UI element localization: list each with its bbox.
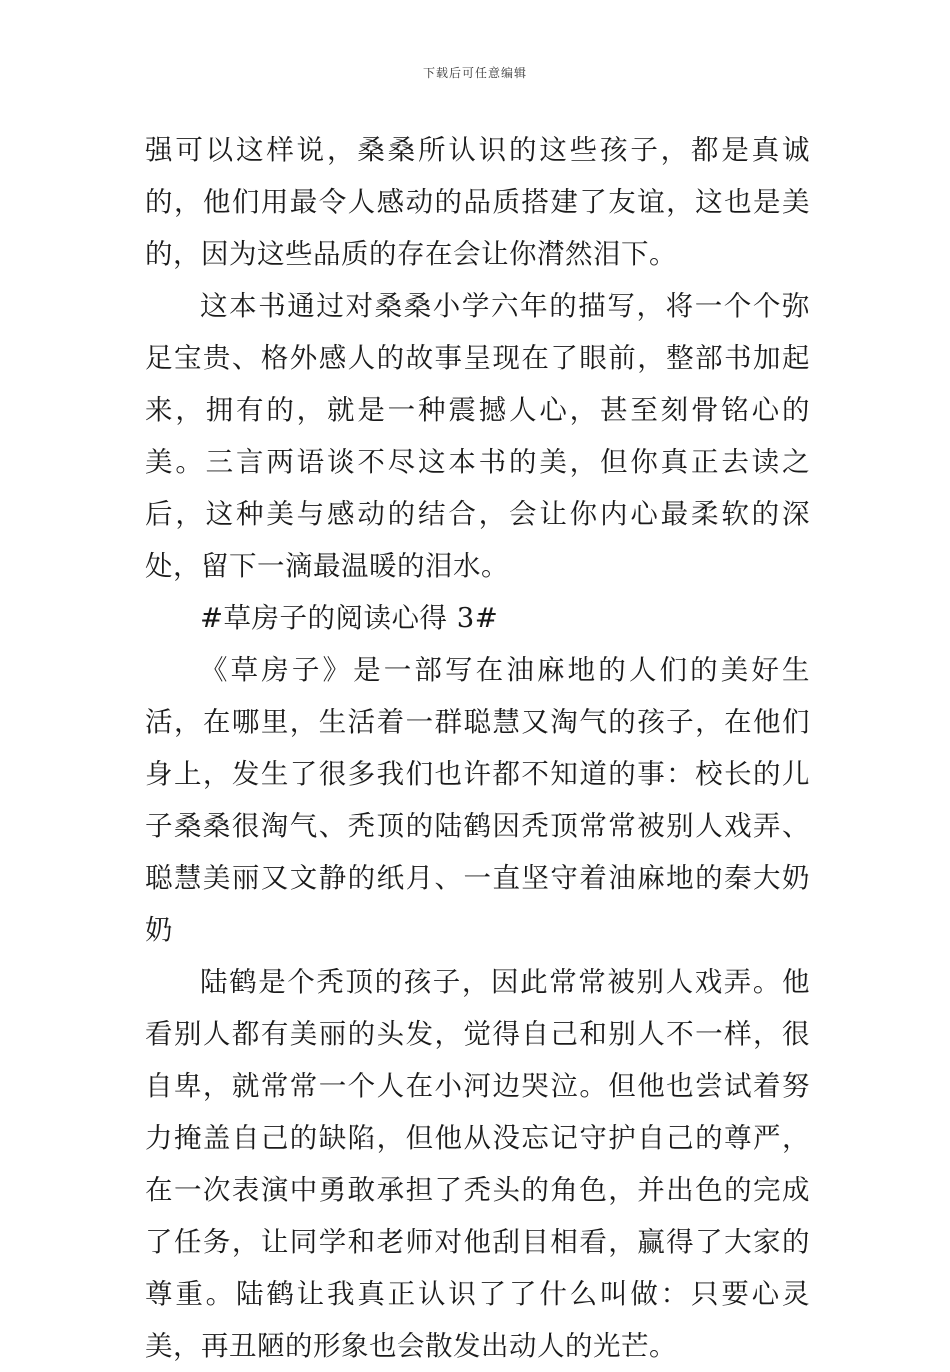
section-heading: #草房子的阅读心得 3# [200, 602, 499, 634]
paragraph-2: 这本书通过对桑桑小学六年的描写，将一个个弥足宝贵、格外感人的故事呈现在了眼前，整部书加起来，拥有的，就是一种震撼人心，甚至刻骨铭心的美。三言两语谈不尽这本书的美，但你真正去读之后，这种美与感动的结合，会让你内心最柔软的深处，留下一滴最温暖的泪水。 [145, 290, 810, 582]
paragraph-1: 强可以这样说，桑桑所认识的这些孩子，都是真诚的，他们用最令人感动的品质搭建了友谊，这也是美的，因为这些品质的存在会让你潸然泪下。 [145, 134, 810, 270]
paragraph-3: 《草房子》是一部写在油麻地的人们的美好生活，在哪里，生活着一群聪慧又淘气的孩子，在他们身上，发生了很多我们也许都不知道的事：校长的儿子桑桑很淘气、秃顶的陆鹤因秃顶常常被别人戏弄、聪慧美丽又文静的纸月、一直坚守着油麻地的秦大奶奶 [145, 654, 810, 946]
document-body [145, 124, 810, 1372]
paragraph-4: 陆鹤是个秃顶的孩子，因此常常被别人戏弄。他看别人都有美丽的头发，觉得自己和别人不一样，很自卑，就常常一个人在小河边哭泣。但他也尝试着努力掩盖自己的缺陷，但他从没忘记守护自己的尊严，在一次表演中勇敢承担了秃头的角色，并出色的完成了任务，让同学和老师对他刮目相看，赢得了大家的尊重。陆鹤让我真正认识了了什么叫做：只要心灵美，再丑陋的形象也会散发出动人的光芒。 [145, 966, 810, 1362]
page-header: 下载后可任意编辑 [422, 66, 527, 80]
